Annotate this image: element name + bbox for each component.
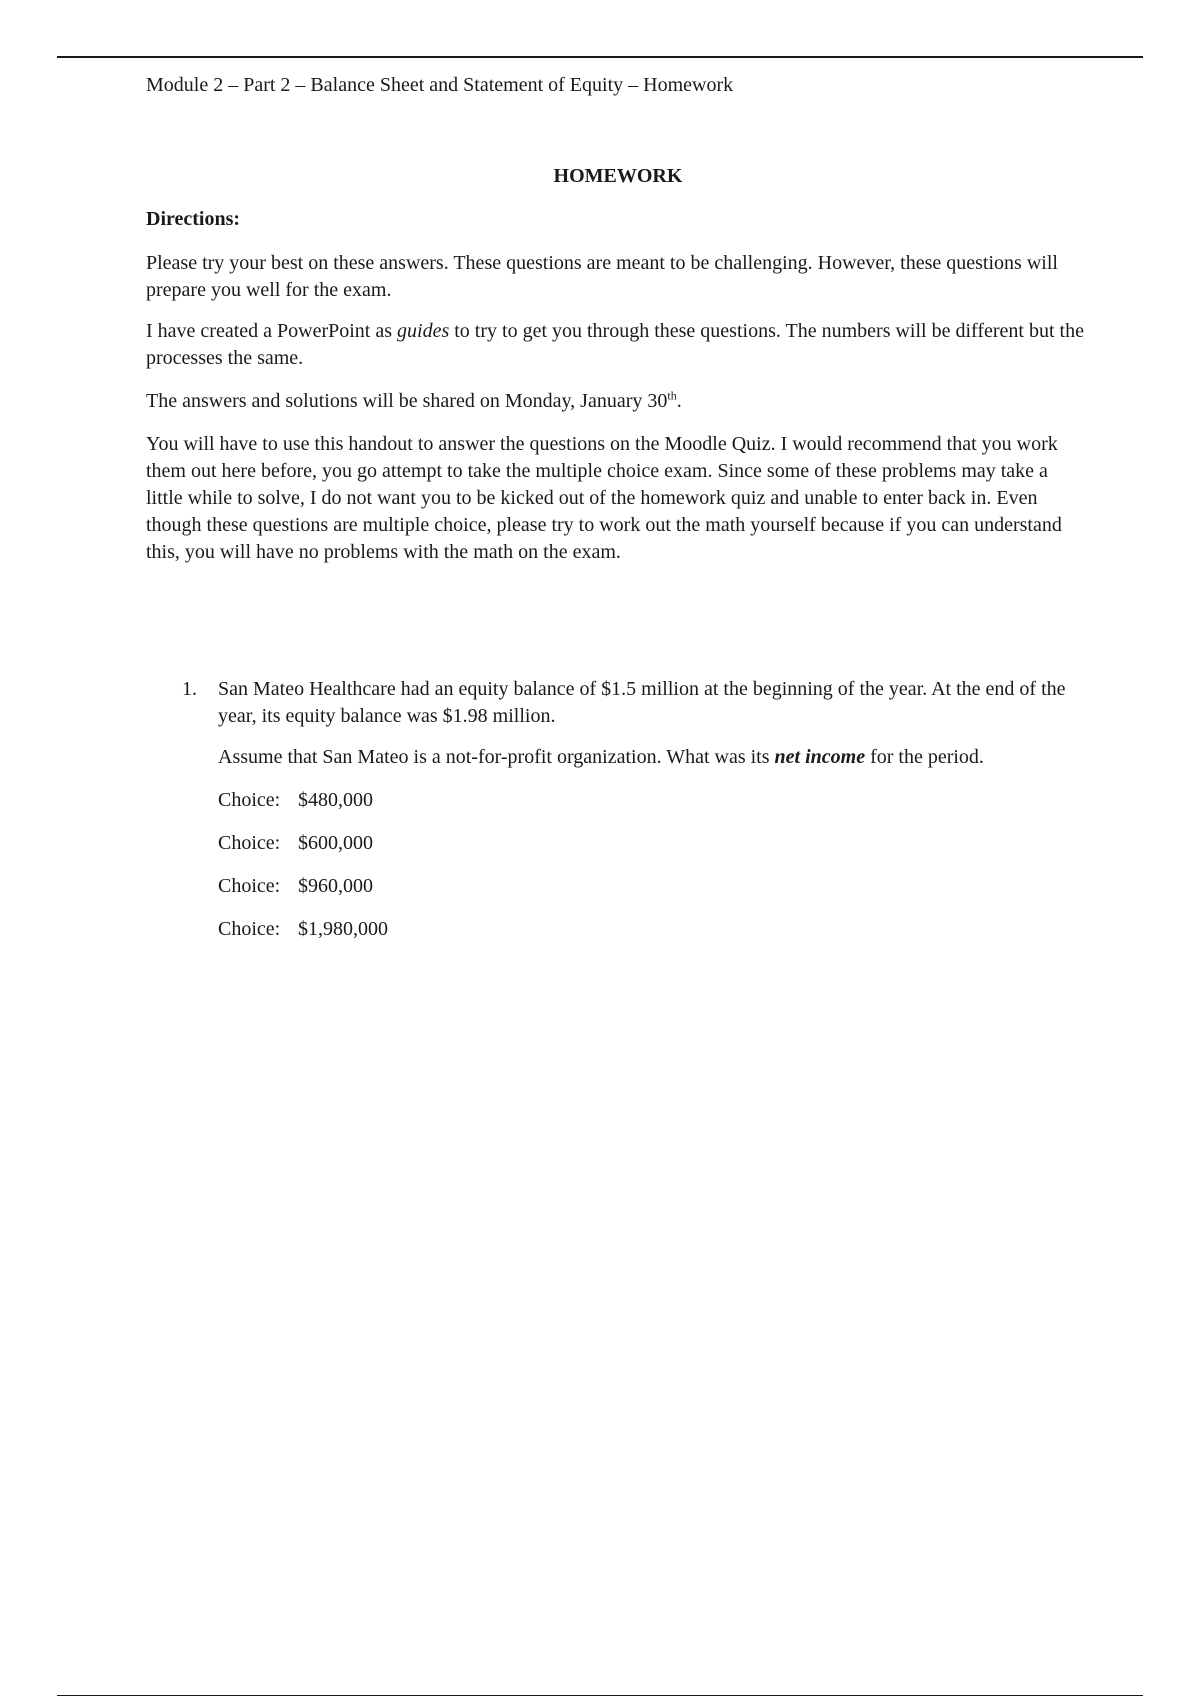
paragraph-3-superscript: th	[667, 388, 677, 403]
directions-paragraph-4: You will have to use this handout to answer the questions on the Moodle Quiz. I would recommend that you work them out here before, you go attempt to take the multiple choice exam. Since some of these problems may take a little while to solve, I do not want you to be kicked out of the homework quiz and unable to enter back in. Even though these questions are multiple choice, please try to work out the math yourself because if you can understand this, you will have no problems with the math on the exam.	[146, 433, 1062, 563]
directions-heading: Directions:	[146, 208, 241, 230]
choice-1	[218, 787, 1088, 814]
choice-value: $600,000	[298, 832, 373, 854]
paragraph-2-italic-guides: guides	[397, 320, 450, 342]
page-title: HOMEWORK	[553, 165, 683, 187]
choice-2	[218, 830, 1088, 857]
paragraph-3-text-start: The answers and solutions will be shared on Monday, January 30	[146, 390, 668, 412]
question-prompt-start: Assume that San Mateo is a not-for-profit organization. What was its	[218, 746, 775, 768]
choice-label: Choice:	[218, 789, 281, 811]
question-prompt	[218, 744, 1088, 771]
paragraph-3-text-end: .	[676, 390, 682, 412]
choice-value: $1,980,000	[298, 918, 388, 940]
directions-paragraph-3	[146, 388, 1086, 415]
bottom-rule	[57, 1695, 1143, 1696]
choice-3	[218, 873, 1088, 900]
question-stem: San Mateo Healthcare had an equity balance of $1.5 million at the beginning of the year. At the end of the year, its equity balance was $1.98 million.	[218, 678, 1066, 727]
question-number: 1.	[182, 678, 197, 700]
directions-paragraph-1: Please try your best on these answers. These questions are meant to be challenging. However, these questions will prepare you well for the exam.	[146, 252, 1058, 301]
paragraph-2-text-end: to try to get you through these questions. The numbers will be different but the processes the same.	[146, 320, 1084, 369]
choice-label: Choice:	[218, 918, 281, 940]
choice-value: $480,000	[298, 789, 373, 811]
choice-value: $960,000	[298, 875, 373, 897]
top-rule	[57, 56, 1143, 58]
question-prompt-emphasis: net income	[774, 746, 866, 768]
running-header: Module 2 – Part 2 – Balance Sheet and Statement of Equity – Homework	[146, 74, 734, 96]
question-prompt-end: for the period.	[865, 746, 984, 768]
directions-paragraph-2	[146, 318, 1086, 372]
paragraph-2-text-start: I have created a PowerPoint as	[146, 320, 398, 342]
choice-label: Choice:	[218, 832, 281, 854]
choice-label: Choice:	[218, 875, 281, 897]
question-body	[218, 676, 1088, 943]
choice-4	[218, 916, 1088, 943]
